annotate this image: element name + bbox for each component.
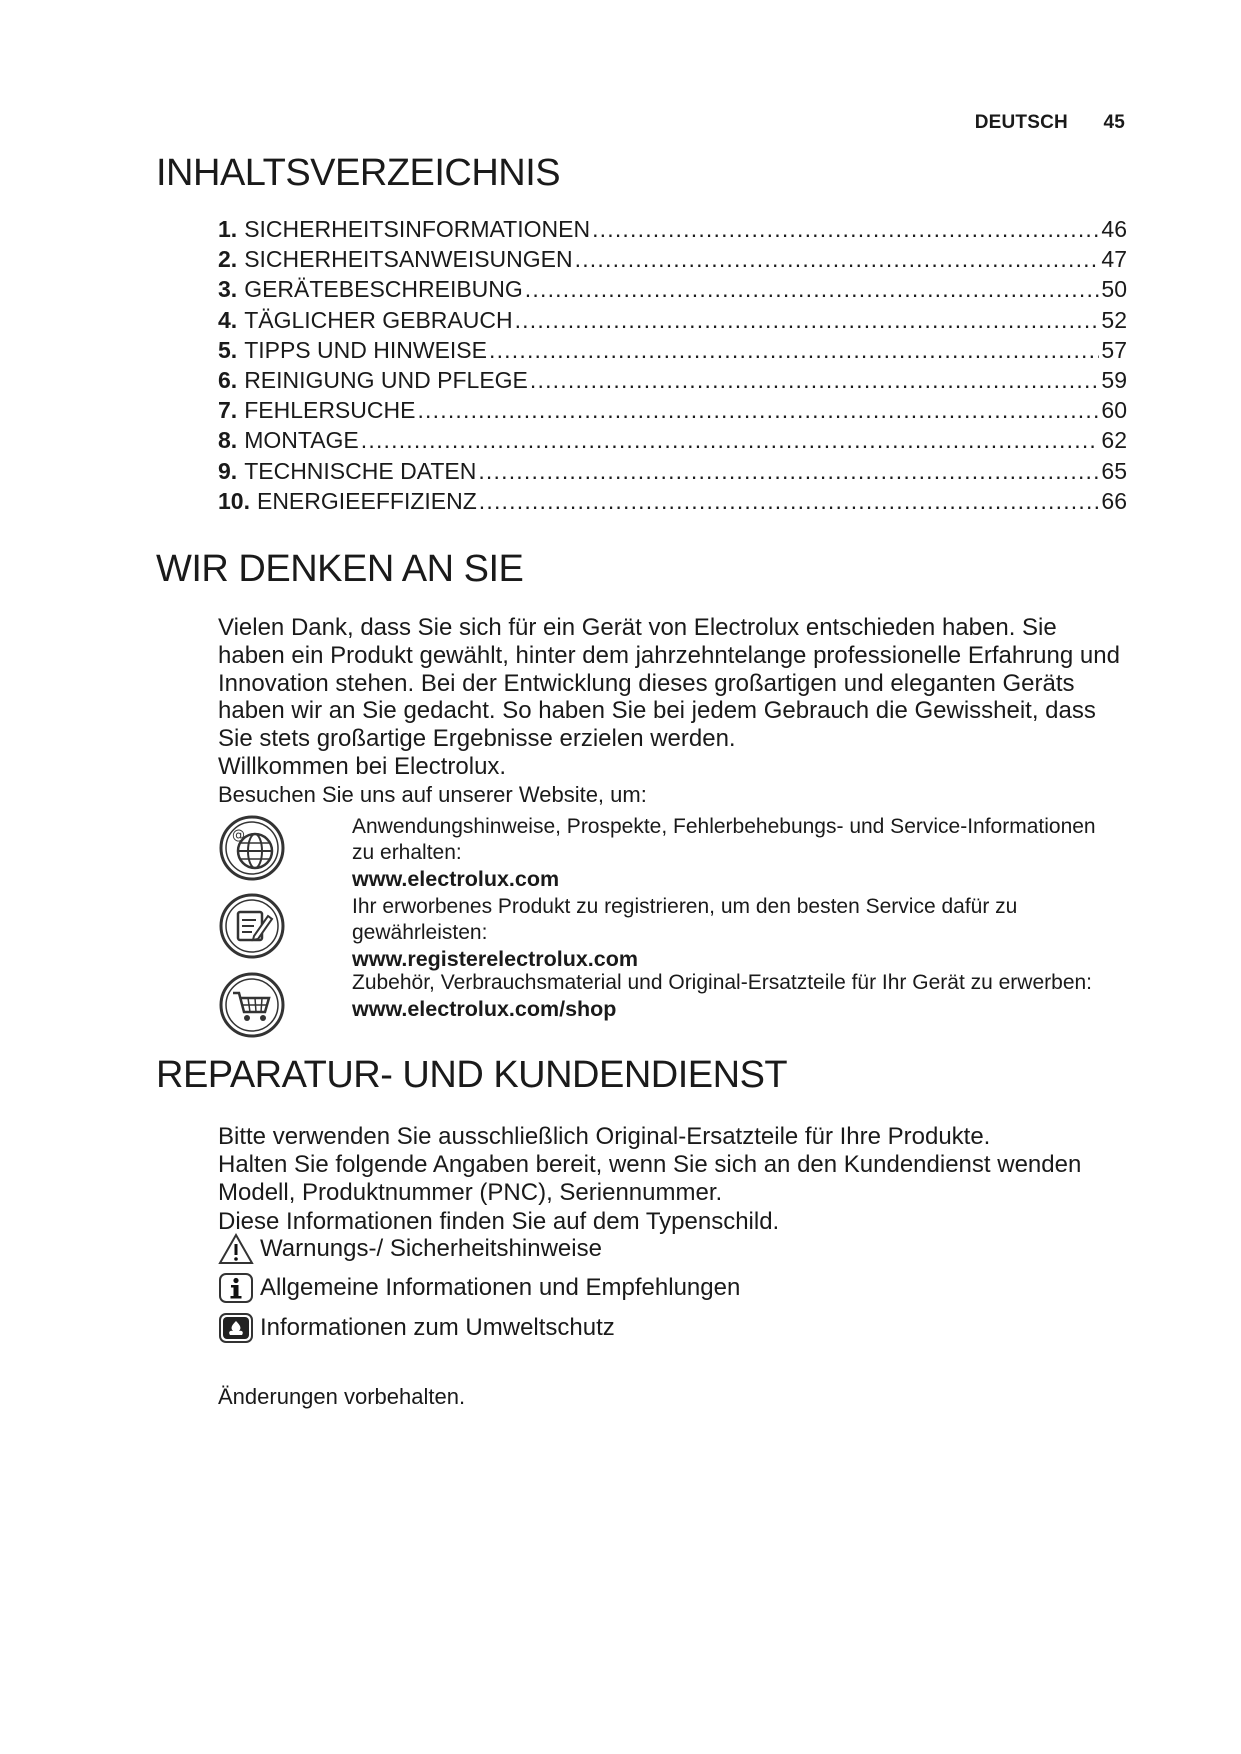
toc-entry-label: FEHLERSUCHE [244,397,416,424]
info-icon [218,1271,254,1305]
register-icon [218,892,286,960]
repair-line: Diese Informationen finden Sie auf dem Typenschild. [218,1207,780,1235]
environment-icon [218,1311,254,1345]
page-number: 45 [1103,112,1125,133]
toc-leader-dots [479,486,1100,516]
shopping-cart-icon [218,971,286,1039]
toc-entry-label: GERÄTEBESCHREIBUNG [244,276,523,303]
intro-line: Innovation stehen. Bei der Entwicklung dieses großartigen und eleganten Geräts [218,669,1075,697]
toc-entry[interactable] [218,214,1127,244]
toc-leader-dots [575,244,1100,274]
toc-entry-number: 1. [218,216,238,242]
web-item-line: Zubehör, Verbrauchsmaterial und Original-Ersatzteile für Ihr Gerät zu erwerben: [352,971,1093,994]
toc-leader-dots [361,425,1100,455]
electrolux-link[interactable]: www.electrolux.com [352,867,560,891]
toc-entry-page: 60 [1101,397,1127,424]
toc-entry-page: 46 [1101,216,1127,242]
web-item-text [352,894,1152,972]
web-item-line: Anwendungshinweise, Prospekte, Fehlerbehebungs- und Service-Informationen [352,815,1096,838]
repair-line: Bitte verwenden Sie ausschließlich Original-Ersatzteile für Ihre Produkte. [218,1123,991,1150]
legend-label: Allgemeine Informationen und Empfehlungen [260,1274,741,1301]
toc-entry[interactable] [218,244,1127,274]
legend-label: Informationen zum Umweltschutz [260,1314,615,1341]
legend-item [218,1271,740,1305]
web-item-text [352,814,1152,892]
legend-item [218,1232,602,1266]
toc-leader-dots [515,305,1100,335]
thinking-title: WIR DENKEN AN SIE [156,548,524,590]
intro-line: haben ein Produkt gewählt, hinter dem jahrzehntelange professionelle Erfahrung und [218,641,1120,669]
toc-entry-label: ENERGIEEFFIZIENZ [256,487,477,514]
toc-leader-dots [478,456,1099,486]
toc-entry-label: TECHNISCHE DATEN [244,457,477,484]
repair-line: Halten Sie folgende Angaben bereit, wenn Sie sich an den Kundendienst wenden [218,1151,1082,1179]
toc-entry[interactable] [218,395,1127,425]
toc-entry-number: 2. [218,246,238,273]
toc-entry-label: REINIGUNG UND PFLEGE [244,366,528,393]
toc-entry-number: 10. [218,487,250,514]
toc-entry-number: 6. [218,366,238,393]
repair-text [218,1123,1138,1236]
toc-entry-label: TIPPS UND HINWEISE [244,336,487,363]
repair-title: REPARATUR- UND KUNDENDIENST [156,1054,788,1096]
toc-entry-page: 50 [1101,276,1127,303]
intro-line: haben wir an Sie gedacht. So haben Sie bei jedem Gebrauch die Gewissheit, dass [218,697,1096,725]
welcome-text: Willkommen bei Electrolux. [218,752,507,780]
toc-leader-dots [530,365,1100,395]
web-item-line: zu erhalten: [352,841,462,864]
toc-entry-page: 52 [1101,306,1127,333]
register-link[interactable]: www.registerelectrolux.com [352,947,638,971]
warning-icon [218,1232,254,1266]
toc-entry-page: 65 [1101,457,1127,484]
web-item-text [352,970,1152,1022]
intro-text [218,614,1138,809]
toc-entry[interactable] [218,335,1127,365]
toc-entry[interactable] [218,365,1127,395]
intro-line: Vielen Dank, dass Sie sich für ein Gerät von Electrolux entschieden haben. Sie [218,614,1057,641]
toc-entry-label: TÄGLICHER GEBRAUCH [244,306,513,333]
legend-label: Warnungs-/ Sicherheitshinweise [260,1235,602,1262]
toc-entry[interactable] [218,486,1127,516]
toc-title: INHALTSVERZEICHNIS [156,152,561,194]
toc-entry-page: 57 [1101,336,1127,363]
changes-reserved-note: Änderungen vorbehalten. [218,1384,466,1409]
table-of-contents [218,214,1127,516]
toc-entry-number: 5. [218,336,238,363]
toc-entry[interactable] [218,425,1127,455]
web-item-line: gewährleisten: [352,921,488,944]
toc-leader-dots [417,395,1099,425]
toc-leader-dots [525,274,1100,304]
toc-entry[interactable] [218,274,1127,304]
web-item-line: Ihr erworbenes Produkt zu registrieren, um den besten Service dafür zu [352,895,1018,918]
toc-entry-label: SICHERHEITSINFORMATIONEN [244,216,591,242]
toc-entry-number: 9. [218,457,238,484]
toc-entry-label: SICHERHEITSANWEISUNGEN [244,246,573,273]
toc-entry[interactable] [218,305,1127,335]
toc-entry-number: 3. [218,276,238,303]
toc-leader-dots [489,335,1099,365]
toc-entry-page: 59 [1101,366,1127,393]
repair-line: Modell, Produktnummer (PNC), Seriennummer. [218,1179,723,1207]
toc-entry[interactable] [218,456,1127,486]
toc-entry-label: MONTAGE [244,427,359,454]
visit-text: Besuchen Sie uns auf unserer Website, um: [218,781,647,807]
toc-entry-number: 8. [218,427,238,454]
toc-entry-number: 7. [218,397,238,424]
toc-entry-page: 66 [1101,487,1127,514]
legend-item [218,1311,615,1345]
globe-icon [218,814,286,882]
svg-text:@: @ [232,828,245,843]
shop-link[interactable]: www.electrolux.com/shop [352,997,617,1021]
language-label: DEUTSCH [974,112,1068,133]
toc-entry-page: 47 [1101,246,1127,273]
intro-line: Sie stets großartige Ergebnisse erzielen werden. [218,725,736,753]
toc-entry-number: 4. [218,306,238,333]
toc-leader-dots [592,214,1099,244]
page-header [975,112,1125,134]
toc-entry-page: 62 [1101,427,1127,454]
